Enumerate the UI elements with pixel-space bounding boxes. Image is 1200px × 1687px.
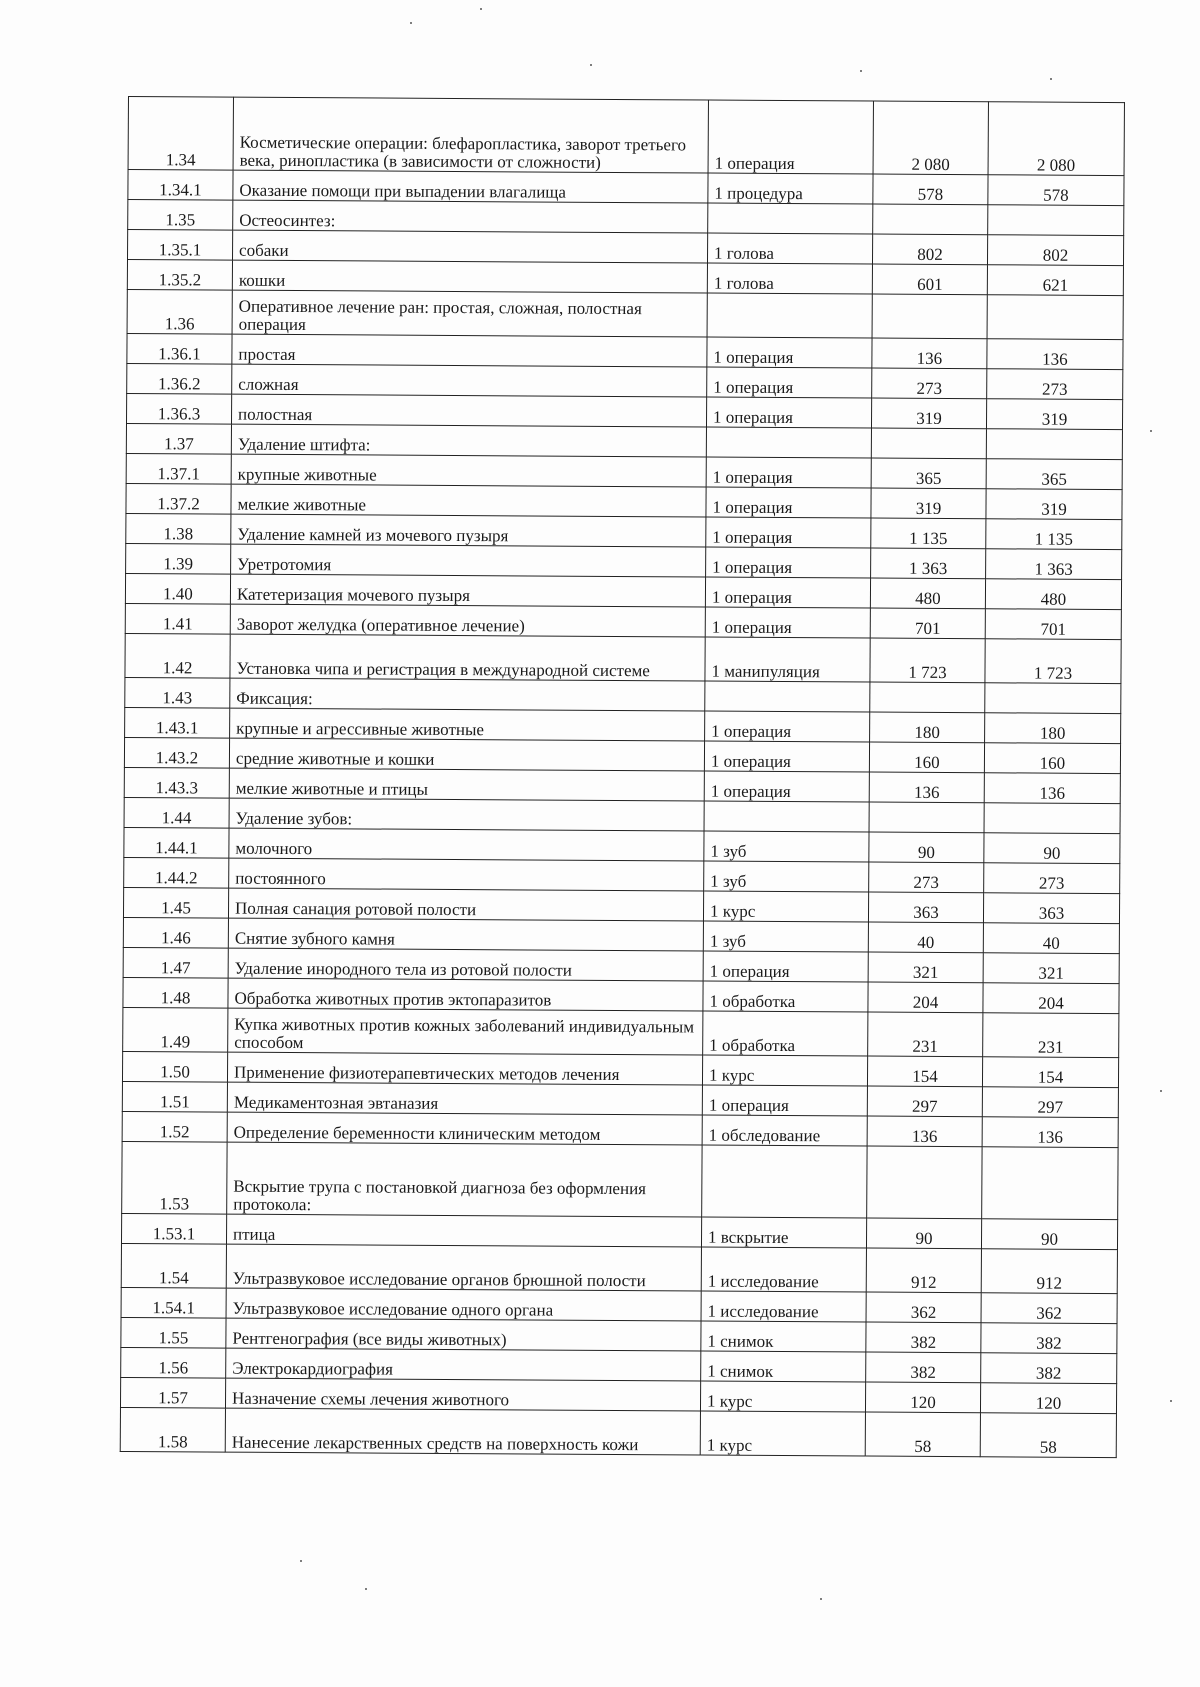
price-column-1	[871, 428, 986, 459]
price-column-2: 1 723	[985, 639, 1121, 684]
row-number: 1.56	[121, 1347, 226, 1378]
scan-speck	[820, 1598, 822, 1600]
row-number: 1.43.2	[124, 737, 229, 768]
row-number: 1.38	[126, 513, 231, 544]
price-column-1	[869, 802, 984, 833]
unit-of-measure: 1 операция	[706, 547, 871, 578]
unit-of-measure: 1 вскрытие	[701, 1217, 866, 1248]
service-name: крупные животные	[231, 454, 706, 487]
service-name: постоянного	[229, 858, 704, 891]
unit-of-measure: 1 операция	[708, 100, 873, 174]
scan-speck	[410, 22, 412, 24]
price-column-1: 297	[867, 1086, 982, 1117]
row-number: 1.47	[123, 947, 228, 978]
row-number: 1.39	[126, 543, 231, 574]
table-row	[125, 633, 1121, 683]
unit-of-measure: 1 курс	[700, 1381, 865, 1412]
price-column-1: 578	[873, 174, 988, 205]
row-number: 1.53	[122, 1141, 227, 1214]
price-column-2: 40	[983, 923, 1119, 954]
service-name: Уретротомия	[231, 544, 706, 577]
row-number: 1.48	[123, 977, 228, 1008]
unit-of-measure: 1 операция	[705, 711, 870, 742]
service-name: Обработка животных против эктопаразитов	[228, 978, 703, 1011]
scan-speck	[1050, 78, 1052, 80]
price-column-2: 154	[982, 1057, 1118, 1088]
price-column-1	[867, 1146, 982, 1219]
unit-of-measure: 1 зуб	[703, 921, 868, 952]
price-column-1: 154	[867, 1056, 982, 1087]
service-name: средние животные и кошки	[229, 738, 704, 771]
service-name: Купка животных против кожных заболеваний индивидуальным способом	[228, 1008, 703, 1055]
price-column-1: 321	[868, 952, 983, 983]
price-column-1: 365	[871, 458, 986, 489]
service-name: птица	[226, 1214, 701, 1247]
price-column-2	[988, 205, 1124, 236]
row-number: 1.52	[122, 1111, 227, 1142]
row-number: 1.43.3	[124, 767, 229, 798]
service-name: простая	[232, 334, 707, 367]
unit-of-measure: 1 операция	[706, 457, 871, 488]
price-column-2: 480	[985, 579, 1121, 610]
unit-of-measure: 1 исследование	[701, 1291, 866, 1322]
scan-speck	[590, 64, 592, 66]
unit-of-measure: 1 операция	[707, 337, 872, 368]
service-name: сложная	[232, 364, 707, 397]
price-column-2: 365	[986, 459, 1122, 490]
scan-speck	[1160, 1090, 1162, 1092]
service-name: Вскрытие трупа с постановкой диагноза без оформления протокола:	[227, 1142, 702, 1217]
service-name: Полная санация ротовой полости	[228, 888, 703, 921]
price-column-2	[985, 683, 1121, 714]
unit-of-measure: 1 обследование	[702, 1115, 867, 1146]
service-name: Удаление зубов:	[229, 798, 704, 831]
price-column-1: 601	[872, 264, 987, 295]
unit-of-measure: 1 манипуляция	[705, 637, 870, 682]
price-column-2	[987, 295, 1123, 340]
row-number: 1.36.2	[127, 363, 232, 394]
row-number: 1.53.1	[121, 1213, 226, 1244]
price-column-2: 136	[984, 773, 1120, 804]
price-column-2: 382	[981, 1323, 1117, 1354]
price-column-2: 701	[985, 609, 1121, 640]
price-column-1	[870, 682, 985, 713]
price-column-1: 273	[869, 862, 984, 893]
unit-of-measure: 1 операция	[704, 741, 869, 772]
row-number: 1.43	[125, 677, 230, 708]
table-row	[121, 1243, 1117, 1293]
service-name: Косметические операции: блефаропластика, заворот третьего века, ринопластика (в зависимости от сложности)	[233, 97, 708, 173]
service-name: Установка чипа и регистрация в международной системе	[230, 634, 705, 681]
service-name: Остеосинтез:	[233, 200, 708, 233]
unit-of-measure: 1 снимок	[701, 1321, 866, 1352]
row-number: 1.58	[120, 1407, 225, 1452]
price-column-2: 120	[980, 1383, 1116, 1414]
row-number: 1.40	[125, 573, 230, 604]
row-number: 1.34.1	[128, 170, 233, 201]
price-column-2: 1 135	[986, 519, 1122, 550]
scan-speck	[860, 70, 862, 72]
price-column-2: 578	[988, 175, 1124, 206]
service-name: собаки	[232, 230, 707, 263]
service-name: Медикаментозная эвтаназия	[227, 1082, 702, 1115]
price-column-2: 204	[983, 983, 1119, 1014]
price-column-1: 40	[868, 922, 983, 953]
row-number: 1.36	[127, 289, 232, 334]
service-name: Назначение схемы лечения животного	[225, 1378, 700, 1411]
service-name: Оказание помощи при выпадении влагалища	[233, 170, 708, 203]
price-column-1: 912	[866, 1248, 981, 1293]
price-column-2: 382	[981, 1353, 1117, 1384]
unit-of-measure: 1 голова	[707, 263, 872, 294]
price-column-1: 1 363	[871, 548, 986, 579]
price-column-1: 382	[866, 1322, 981, 1353]
unit-of-measure: 1 операция	[702, 1085, 867, 1116]
row-number: 1.46	[123, 917, 228, 948]
table-row	[123, 1007, 1119, 1057]
price-column-2: 363	[983, 893, 1119, 924]
service-name: полостная	[231, 394, 706, 427]
price-column-2: 802	[987, 235, 1123, 266]
price-column-2: 180	[985, 713, 1121, 744]
service-name: мелкие животные и птицы	[229, 768, 704, 801]
unit-of-measure: 1 голова	[707, 233, 872, 264]
unit-of-measure: 1 операция	[703, 951, 868, 982]
unit-of-measure: 1 операция	[705, 577, 870, 608]
unit-of-measure: 1 зуб	[704, 831, 869, 862]
row-number: 1.37.2	[126, 483, 231, 514]
unit-of-measure	[705, 681, 870, 712]
table-row	[120, 1407, 1116, 1457]
service-name: Удаление инородного тела из ротовой полости	[228, 948, 703, 981]
price-column-1: 90	[869, 832, 984, 863]
price-column-1: 273	[872, 368, 987, 399]
scan-speck	[480, 8, 482, 10]
service-name: Применение физиотерапевтических методов лечения	[227, 1052, 702, 1085]
price-column-2: 160	[984, 743, 1120, 774]
service-name: молочного	[229, 828, 704, 861]
service-name: Оперативное лечение ран: простая, сложная, полостная операция	[232, 290, 707, 337]
unit-of-measure	[706, 427, 871, 458]
row-number: 1.50	[122, 1051, 227, 1082]
price-column-1	[872, 294, 987, 339]
price-column-1: 802	[872, 234, 987, 265]
price-column-1: 180	[870, 712, 985, 743]
row-number: 1.44.1	[124, 827, 229, 858]
price-column-1: 1 723	[870, 638, 985, 683]
price-column-2	[986, 429, 1122, 460]
unit-of-measure	[707, 293, 872, 338]
price-column-1: 231	[868, 1012, 983, 1057]
price-column-2: 621	[987, 265, 1123, 296]
service-name: Катетеризация мочевого пузыря	[230, 574, 705, 607]
price-column-2: 90	[984, 833, 1120, 864]
price-column-1: 480	[870, 578, 985, 609]
price-column-2: 2 080	[988, 102, 1124, 176]
price-column-1: 160	[869, 742, 984, 773]
price-column-2: 136	[982, 1117, 1118, 1148]
scan-speck	[365, 1588, 367, 1590]
price-column-2: 136	[987, 339, 1123, 370]
price-column-2: 912	[981, 1249, 1117, 1294]
scan-speck	[1170, 1400, 1172, 1402]
service-name: Ультразвуковое исследование органов брюшной полости	[226, 1244, 701, 1291]
unit-of-measure: 1 операция	[705, 607, 870, 638]
table-row	[122, 1141, 1118, 1219]
service-name: кошки	[232, 260, 707, 293]
row-number: 1.37	[126, 423, 231, 454]
price-column-1: 58	[865, 1412, 980, 1457]
price-column-1: 1 135	[871, 518, 986, 549]
price-column-2	[982, 1147, 1118, 1220]
row-number: 1.44.2	[124, 857, 229, 888]
row-number: 1.42	[125, 633, 230, 678]
unit-of-measure: 1 операция	[706, 517, 871, 548]
price-column-1: 382	[866, 1352, 981, 1383]
row-number: 1.34	[128, 97, 233, 171]
scan-speck	[1150, 430, 1152, 432]
unit-of-measure: 1 курс	[702, 1055, 867, 1086]
price-column-1: 136	[869, 772, 984, 803]
service-name: Определение беременности клиническим методом	[227, 1112, 702, 1145]
unit-of-measure: 1 процедура	[708, 173, 873, 204]
unit-of-measure: 1 обработка	[703, 981, 868, 1012]
unit-of-measure: 1 курс	[703, 891, 868, 922]
unit-of-measure: 1 операция	[707, 367, 872, 398]
service-name: Удаление штифта:	[231, 424, 706, 457]
table-row	[127, 289, 1123, 339]
unit-of-measure: 1 исследование	[701, 1247, 866, 1292]
unit-of-measure	[704, 801, 869, 832]
row-number: 1.49	[123, 1007, 228, 1052]
row-number: 1.54	[121, 1243, 226, 1288]
service-name: Заворот желудка (оперативное лечение)	[230, 604, 705, 637]
price-column-2: 90	[981, 1219, 1117, 1250]
unit-of-measure: 1 зуб	[704, 861, 869, 892]
unit-of-measure: 1 операция	[704, 771, 869, 802]
price-table-body	[120, 97, 1124, 1458]
price-column-2: 319	[986, 399, 1122, 430]
price-column-2: 273	[984, 863, 1120, 894]
price-column-2: 362	[981, 1293, 1117, 1324]
price-column-1: 2 080	[873, 101, 988, 175]
service-name: мелкие животные	[231, 484, 706, 517]
price-column-1	[873, 204, 988, 235]
unit-of-measure: 1 снимок	[701, 1351, 866, 1382]
price-column-1: 90	[866, 1218, 981, 1249]
price-column-1: 136	[867, 1116, 982, 1147]
row-number: 1.51	[122, 1081, 227, 1112]
service-name: крупные и агрессивные животные	[230, 708, 705, 741]
service-name: Нанесение лекарственных средств на поверхность кожи	[225, 1408, 700, 1455]
unit-of-measure: 1 курс	[700, 1411, 865, 1456]
price-column-2	[984, 803, 1120, 834]
price-column-1: 120	[865, 1382, 980, 1413]
price-column-2: 273	[987, 369, 1123, 400]
unit-of-measure: 1 операция	[706, 397, 871, 428]
unit-of-measure: 1 операция	[706, 487, 871, 518]
row-number: 1.43.1	[125, 707, 230, 738]
service-name: Ультразвуковое исследование одного органа	[226, 1288, 701, 1321]
row-number: 1.45	[123, 887, 228, 918]
row-number: 1.35.1	[128, 230, 233, 261]
price-column-1: 363	[868, 892, 983, 923]
row-number: 1.36.1	[127, 333, 232, 364]
row-number: 1.41	[125, 603, 230, 634]
price-column-2: 297	[982, 1087, 1118, 1118]
row-number: 1.57	[120, 1377, 225, 1408]
service-name: Электрокардиография	[226, 1348, 701, 1381]
scan-speck	[300, 1560, 302, 1562]
price-column-1: 319	[871, 488, 986, 519]
price-column-1: 136	[872, 338, 987, 369]
service-name: Снятие зубного камня	[228, 918, 703, 951]
row-number: 1.35	[128, 200, 233, 231]
service-name: Рентгенография (все виды животных)	[226, 1318, 701, 1351]
service-name: Удаление камней из мочевого пузыря	[231, 514, 706, 547]
row-number: 1.35.2	[127, 260, 232, 291]
row-number: 1.36.3	[126, 393, 231, 424]
row-number: 1.37.1	[126, 453, 231, 484]
price-column-1: 204	[868, 982, 983, 1013]
table-row	[128, 97, 1124, 176]
price-column-1: 701	[870, 608, 985, 639]
service-name: Фиксация:	[230, 678, 705, 711]
row-number: 1.44	[124, 797, 229, 828]
row-number: 1.55	[121, 1317, 226, 1348]
unit-of-measure: 1 обработка	[703, 1011, 868, 1056]
unit-of-measure	[702, 1145, 867, 1218]
price-column-2: 58	[980, 1413, 1116, 1458]
unit-of-measure	[708, 203, 873, 234]
price-column-2: 321	[983, 953, 1119, 984]
row-number: 1.54.1	[121, 1287, 226, 1318]
price-column-1: 319	[871, 398, 986, 429]
price-table	[120, 96, 1125, 1458]
price-column-2: 319	[986, 489, 1122, 520]
price-column-2: 231	[983, 1013, 1119, 1058]
price-column-1: 362	[866, 1292, 981, 1323]
price-column-2: 1 363	[986, 549, 1122, 580]
